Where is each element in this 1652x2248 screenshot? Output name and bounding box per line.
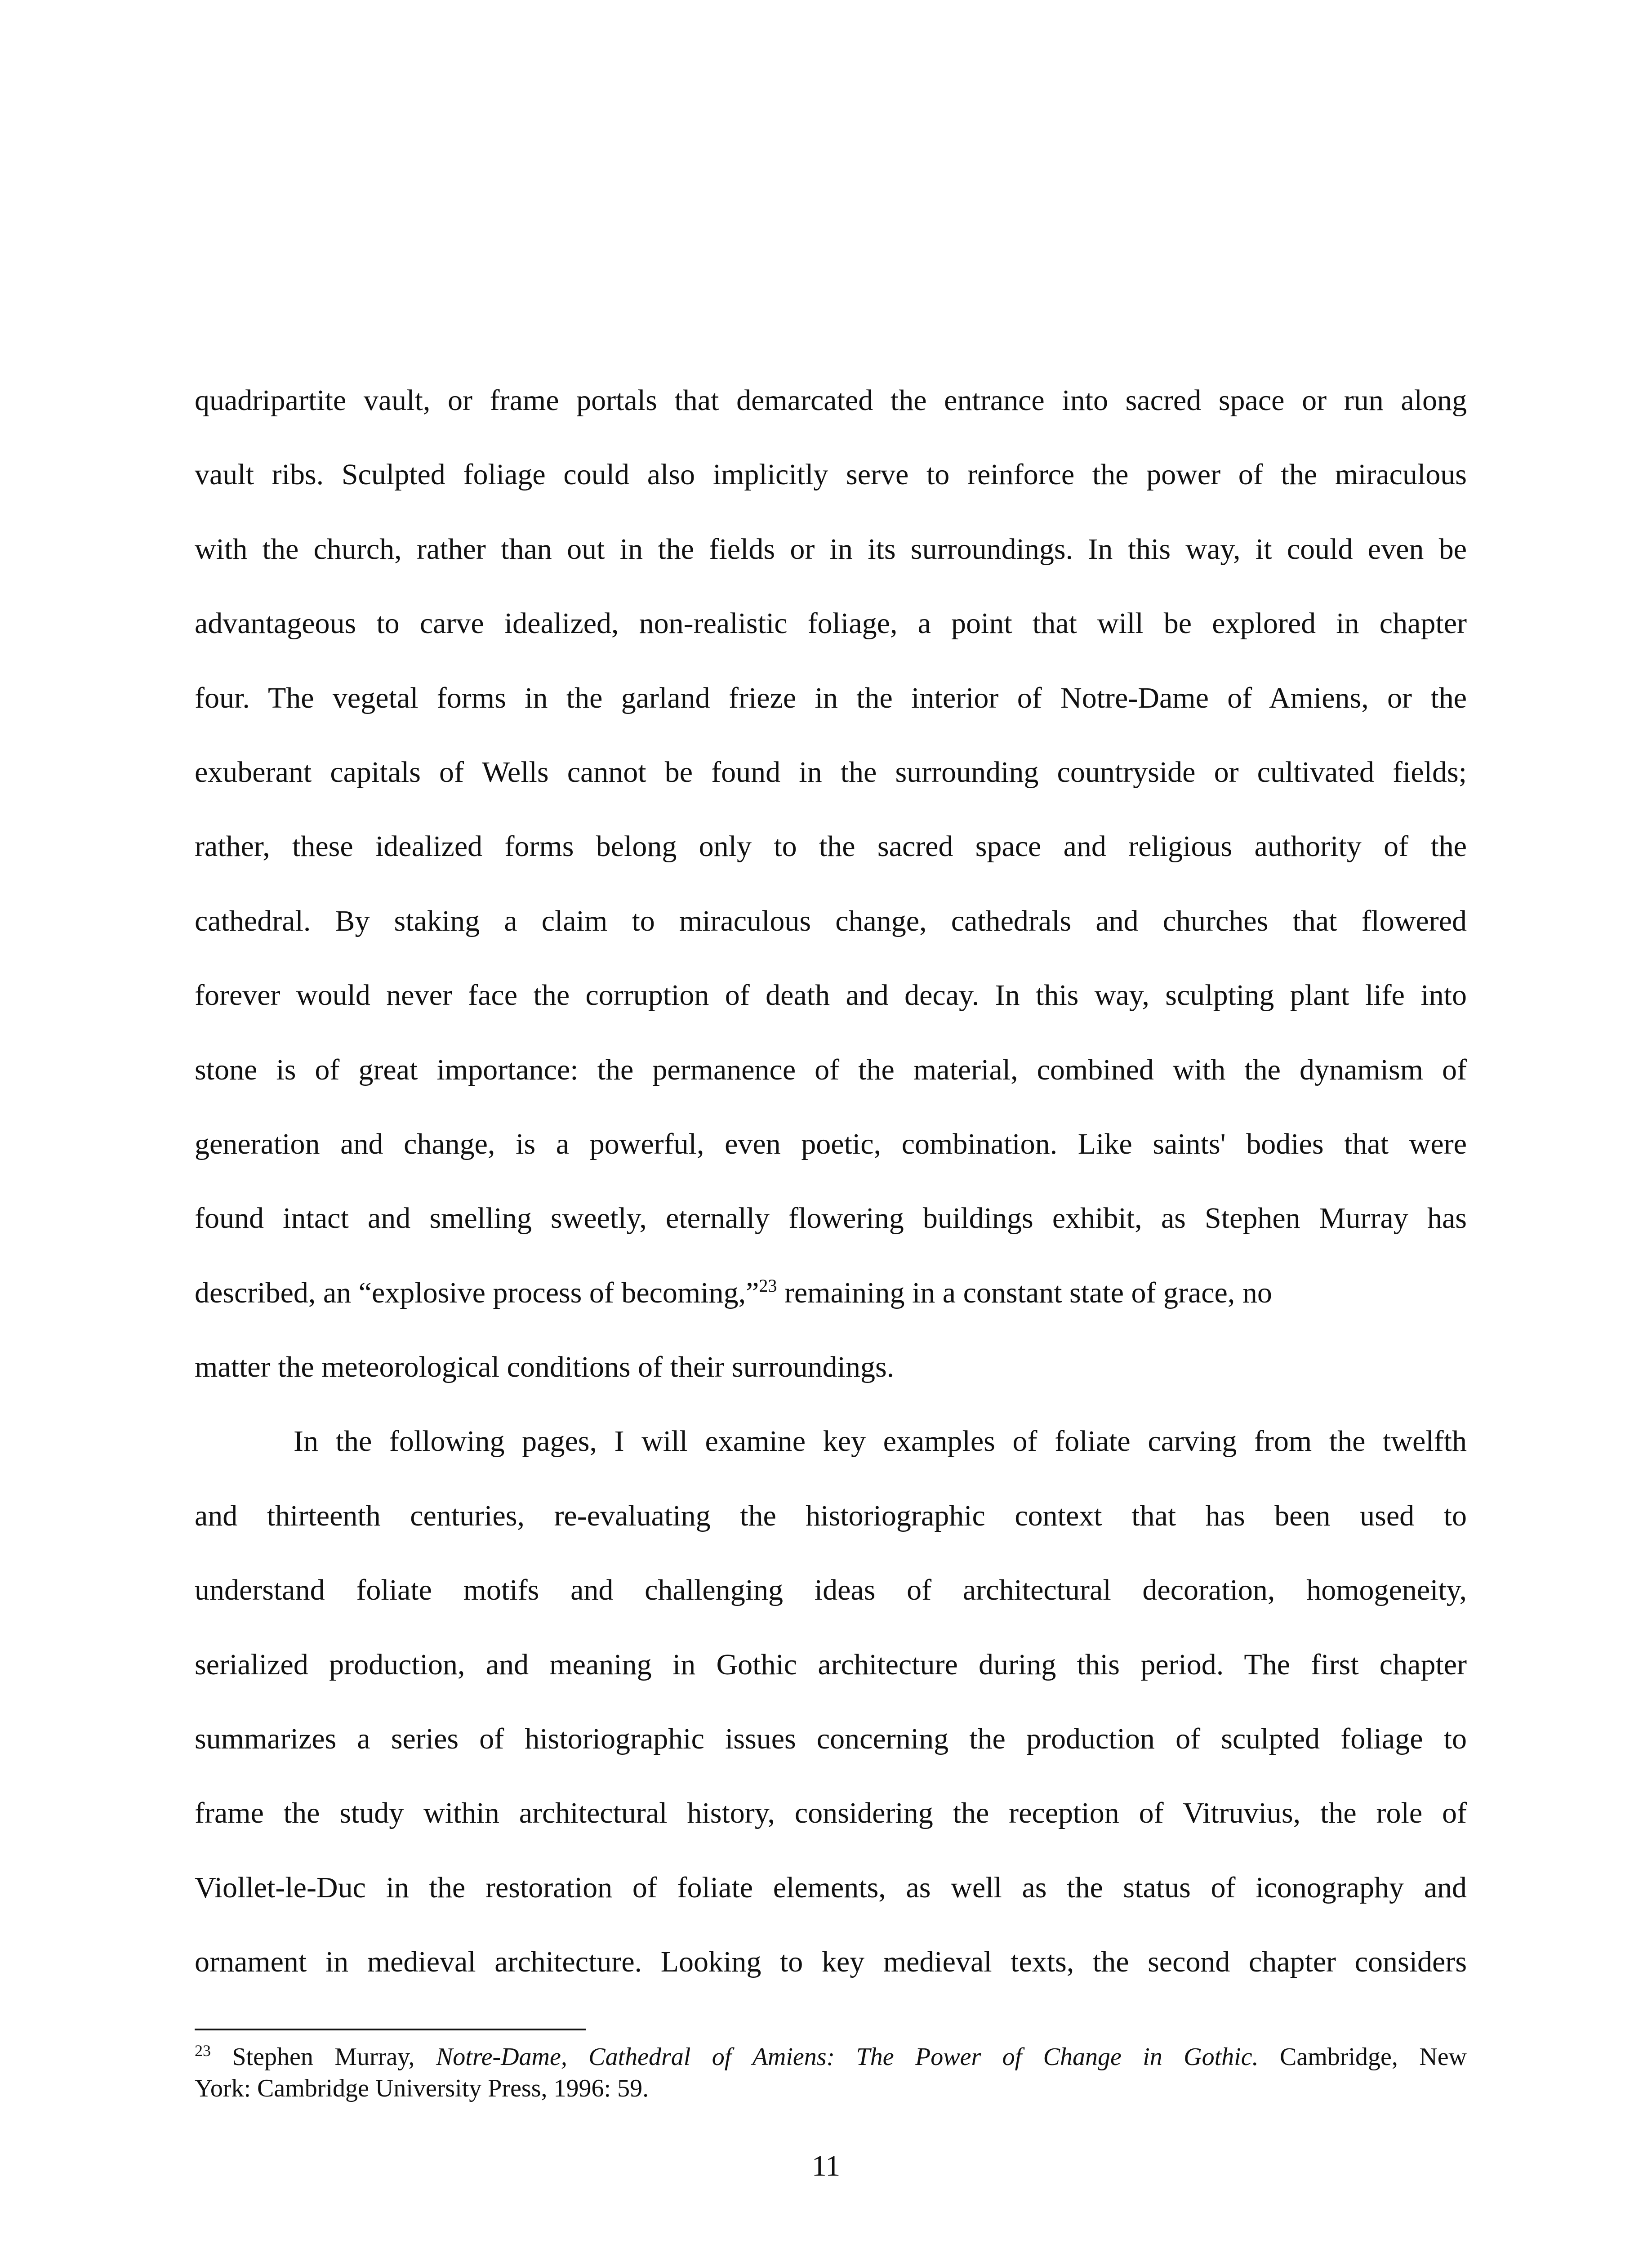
page-number: 11 [811, 2150, 841, 2182]
body-line: summarizes a series of historiographic issues concerning the production of sculpted foliage to [195, 1722, 1467, 1756]
body-line: generation and change, is a powerful, even poetic, combination. Like saints' bodies that were [195, 1127, 1467, 1160]
body-line: found intact and smelling sweetly, eternally flowering buildings exhibit, as Stephen Murray has [195, 1202, 1467, 1235]
footnote-book-title: Notre-Dame, Cathedral of Amiens: The Power of Change in Gothic. [436, 2043, 1259, 2071]
body-line: advantageous to carve idealized, non-realistic foliage, a point that will be explored in chapter [195, 607, 1467, 640]
body-text [195, 363, 1467, 1999]
paragraph-last-line: matter the meteorological conditions of their surroundings. [195, 1351, 895, 1384]
body-line: Viollet-le-Duc in the restoration of foliate elements, as well as the status of iconography and [195, 1871, 1467, 1904]
body-line: understand foliate motifs and challenging ideas of architectural decoration, homogeneity, [195, 1574, 1467, 1607]
paragraph-first-line: In the following pages, I will examine key examples of foliate carving from the twelfth [294, 1425, 1467, 1458]
body-line: four. The vegetal forms in the garland frieze in the interior of Notre-Dame of Amiens, or the [195, 681, 1467, 714]
footnote-number: 23 [195, 2042, 211, 2060]
footnote-line [195, 2041, 1467, 2073]
body-line-with-footnote-ref [195, 1256, 1467, 1330]
body-line: vault ribs. Sculpted foliage could also implicitly serve to reinforce the power of the miraculous [195, 458, 1467, 491]
body-line: with the church, rather than out in the fields or in its surroundings. In this way, it could even be [195, 532, 1467, 566]
footnote [195, 2041, 1467, 2104]
body-line: forever would never face the corruption of death and decay. In this way, sculpting plant life into [195, 979, 1467, 1012]
footnote-author: Stephen Murray, [211, 2043, 436, 2071]
body-line-text: remaining in a constant state of grace, no [777, 1276, 1272, 1309]
body-line: exuberant capitals of Wells cannot be found in the surrounding countryside or cultivated fields; [195, 755, 1467, 789]
footnote-separator-rule [195, 2029, 586, 2030]
footnote-line: York: Cambridge University Press, 1996: 59. [195, 2074, 649, 2102]
body-line-text: described, an “explosive process of becoming,” [195, 1276, 759, 1309]
body-line: ornament in medieval architecture. Looking to key medieval texts, the second chapter considers [195, 1945, 1467, 1979]
footnote-publisher: Cambridge, New [1258, 2043, 1467, 2071]
body-line: cathedral. By staking a claim to miraculous change, cathedrals and churches that flowered [195, 904, 1467, 937]
body-line: serialized production, and meaning in Gothic architecture during this period. The first chapter [195, 1648, 1467, 1681]
body-line: quadripartite vault, or frame portals that demarcated the entrance into sacred space or run along [195, 384, 1467, 417]
body-line: rather, these idealized forms belong only to the sacred space and religious authority of the [195, 830, 1467, 863]
body-line: stone is of great importance: the permanence of the material, combined with the dynamism of [195, 1053, 1467, 1086]
body-line: and thirteenth centuries, re-evaluating the historiographic context that has been used to [195, 1499, 1467, 1532]
body-line: frame the study within architectural history, considering the reception of Vitruvius, the role of [195, 1797, 1467, 1830]
footnote-reference[interactable]: 23 [759, 1275, 777, 1296]
